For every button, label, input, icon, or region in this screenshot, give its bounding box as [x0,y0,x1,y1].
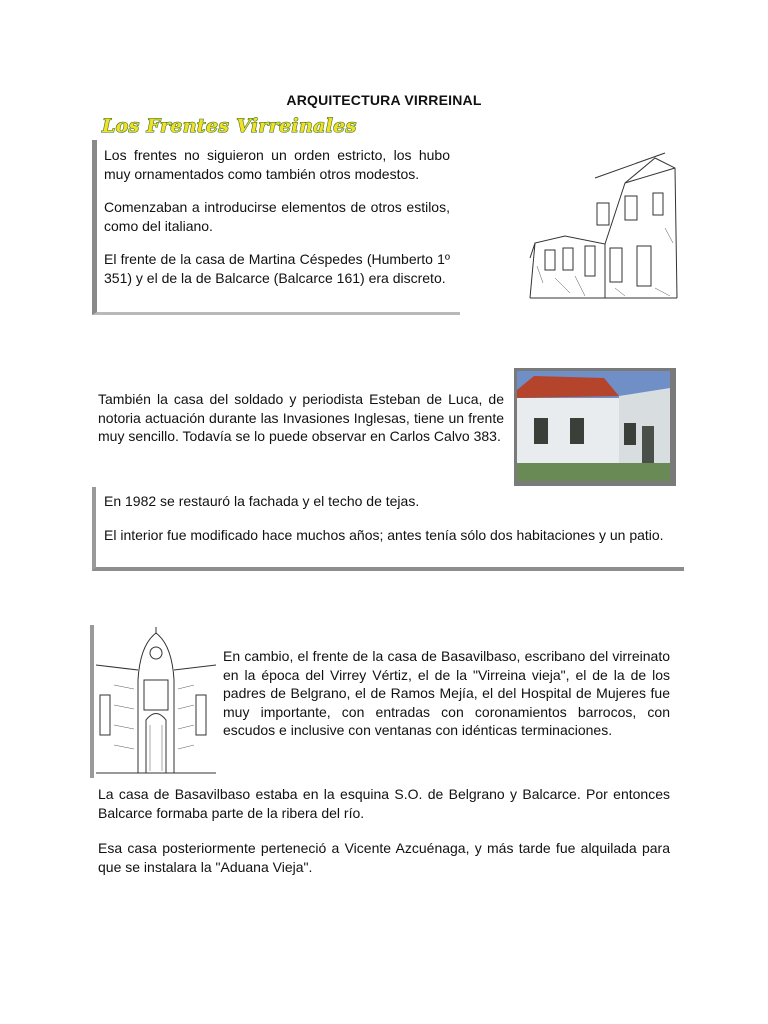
colonial-house-sketch [525,148,681,300]
page-title: ARQUITECTURA VIRREINAL [286,92,482,108]
paragraph: El frente de la casa de Martina Céspedes (Humberto 1º 351) y el de la de Balcarce (Balcarce 161) era discreto. [104,251,450,286]
paragraph: Comenzaban a introducirse elementos de otros estilos, como del italiano. [104,199,450,234]
paragraph-aduana: Esa casa posteriormente perteneció a Vicente Azcuénaga, y más tarde fue alquilada para que se instalara la "Aduana Vieja". [98,840,670,875]
baroque-entrance-sketch [96,625,216,775]
paragraph-basavilbaso: En cambio, el frente de la casa de Basavilbaso, escribano del virreinato en la época del Virrey Vértiz, el de la "Virreina vieja", el de la de los padres de Belgrano, el de Ramos Mejía, el del Hospital de Mujeres fue muy importante, con entradas con coronamientos barrocos, con escudos e inclusive con ventanas con idénticas terminaciones. [223,648,670,738]
text-box-restauracion [92,487,684,571]
paragraph: El interior fue modificado hace muchos años; antes tenía sólo dos habitaciones y un patio. [104,526,664,543]
image-box-basavilbaso [90,625,220,778]
banner-text: Los Frentes Virreinales [102,115,357,137]
text-box-frentes [92,140,460,315]
paragraph: En 1982 se restauró la fachada y el techo de tejas. [104,493,420,509]
de-luca-house-photo [514,368,676,486]
section-banner [100,112,357,138]
paragraph-de-luca: También la casa del soldado y periodista Esteban de Luca, de notoria actuación durante las Invasiones Inglesas, tiene un frente muy sencillo. Todavía se lo puede observar en Carlos Calvo 383. [98,391,504,444]
paragraph-esquina: La casa de Basavilbaso estaba en la esquina S.O. de Belgrano y Balcarce. Por entonces Balcarce formaba parte de la ribera del río. [98,786,670,821]
paragraph: Los frentes no siguieron un orden estricto, los hubo muy ornamentados como también otros modestos. [104,147,450,182]
